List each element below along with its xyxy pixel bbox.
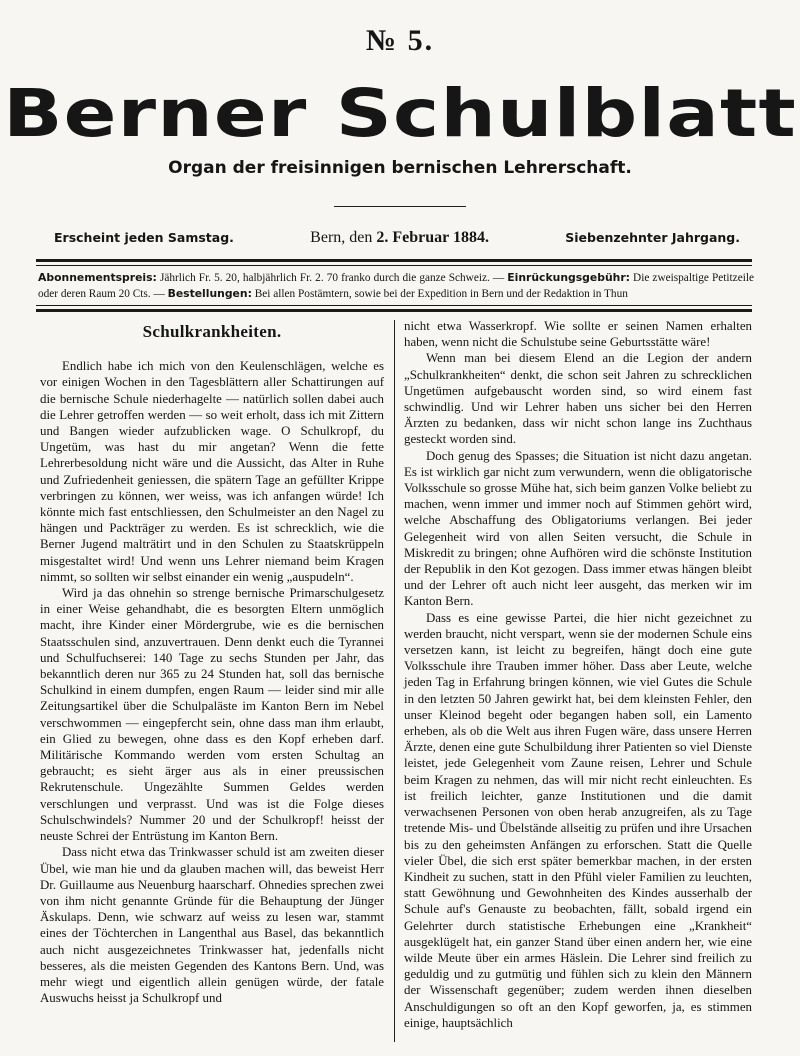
subscription-info <box>38 270 754 302</box>
article-paragraph: Dass nicht etwa das Trinkwasser schuld ist am zweiten dieser Übel, wie man hie und da glauben machen will, das beweist Herr Dr. Guillaume aus Neuenburg haarscharf. Ohnedies sprechen zwei von ihm nicht genannte Gründe für die Behauptung der Jünger Äskulaps. Denn, wie schwarz auf weiss zu lesen war, stammt eines der Töchterchen in Langenthal aus Basel, das bekanntlich auch nicht ausgezeichnetes Trinkwasser hat, jedenfalls nicht besseres, als die meisten Gegenden des Kantons Bern. Und, was mehr wiegt und eigentlich allein genügen würde, der fatale Auswuchs heisst ja Schulkropf und <box>40 845 384 1006</box>
volume-label: Siebenzehnter Jahrgang. <box>565 230 740 245</box>
publication-schedule: Erscheint jeden Samstag. <box>54 230 234 245</box>
issue-number: № 5. <box>365 24 435 57</box>
article-paragraph: Endlich habe ich mich von den Keulenschlägen, welche es vor einigen Wochen in den Tagesblättern aller Schattirungen auf die bernische Schule niederhagelte — natürlich sollen dabei auch die Lehrer getroffen werden — so weit erholt, dass ich mit Zittern und Bangen wieder aufzublicken wage. O Schulkropf, du Ungetüm, was hast du mir angetan? Wenn die fette Lehrerbesoldung nicht wäre und die Aussicht, das Alter in Ruhe und Zufriedenheit geniessen, die spätern Tage an gefüllter Krippe verbringen zu können, wer weiss, was ich anfangen würde! Ich könnte mich fast entschliessen, den Schulmeister an den Nagel zu hängen und Packträger zu werden. Es ist schrecklich, wie die Berner Jugend malträtirt und in den Schulen zu Staatskrüppeln misgestaltet wird! Und wenn uns Lehrer niemand beim Kragen nimmt, so sollten wir selbst einander ein wenig „auspudeln“. <box>40 359 384 584</box>
article-right-column <box>404 318 752 1031</box>
orders-text: Bei allen Postämtern, sowie bei der Expedition in Bern und der Redaktion in Thun <box>254 288 628 300</box>
article-paragraph: Wird ja das ohnehin so strenge bernische Primarschulgesetz in einer Weise gehandhabt, die es besorgten Eltern unmöglich macht, ihre Kinder einer Mördergrube, wie es die bernischen Staatsschulen sind, anzuvertrauen. Denn denkt euch die Tyrannei und Schulfuchserei: 140 Tage zu sechs Stunden per Jahr, das bekanntlich deren nur 365 zu 24 Stunden hat, soll das bernische Schulkind in einem dumpfen, engen Raum — leider sind mir alle Zeitungsartikel über die Schulpaläste im Kanton Bern im Nebel verschwommen — eingepfercht sein, ohne dass man ihm erlaubt, ein Glied zu bewegen, ohne dass es den Kopf erheben darf. Militärische Kommando werden vom ersten Schultag an gebraucht; es sieht ärger aus als in einer preussischen Rekrutenschule. Ungezählte Summen Geldes werden verschlungen und verprasst. Und was ist die Folge dieses Schulschwindels? Nummer 20 und der Schulkropf! heisst der neuste Schrei der Entrüstung im Kanton Bern. <box>40 586 384 844</box>
subscription-price-text: Jährlich Fr. 5. 20, halbjährlich Fr. 2. 70 franko durch die ganze Schweiz. — <box>159 272 505 284</box>
article-paragraph: Dass es eine gewisse Partei, die hier nicht gezeichnet zu werden braucht, nicht verspart, wenn sie der modernen Schule eins versetzen kann, ist leicht zu begreifen, hängt doch eine gute Volksschule ihre Trauben immer höher. Dass aber Leute, welche jeden Tag in Erfahrung bringen können, wie viel Gutes die Schule in den letzten 50 Jahren gewirkt hat, bei dem kleinsten Fehler, den unser Kleinod begeht oder begangen haben soll, ein Lamento erheben, als ob die Welt aus ihren Fugen wäre, dass unsere Herren Ärzte, denen eine gute Schulbildung ihrer Patienten so viel Dienste leistet, jede Gelegenheit vom Zaune reisen, Lehrer und Schule beim Kragen zu nehmen, das will mir nicht recht einleuchten. Es ist freilich leichter, ganze Institutionen und die damit verwachsenen Personen von oben herab anzugreifen, als zu Tage tretende Mis- und Übelstände allseitig zu prüfen und ihre Ursachen bis zu den geheimsten Anfängen zu erforschen. Statt die Quelle vieler Übel, die sich erst später bemerkbar machen, in der ersten Kindheit zu suchen, statt in den Pfühl vieler Familien zu leuchten, statt Gewöhnung und Gewohnheiten des Kindes ausserhalb der Schule auf's Genauste zu beobachten, fällt, sobald irgend ein Gelehrter durch statistische Erhebungen eine „Krankheit“ ausgeklügelt hat, ein ganzer Stand über einen andern her, wie eine wilde Meute über ein armes Häslein. Die Lehrer sind freilich zu geduldig und zu gutmütig und fühlen sich zu klein den Männern der Wissenschaft gegenüber; zudem werden ihnen dieselben Anschuldigungen so oft an den Kopf geworfen, ja, es stimmen einige, hauptsächlich <box>404 610 752 1030</box>
dateline-date: 2. Februar 1884. <box>376 229 489 246</box>
article-paragraph: Doch genug des Spasses; die Situation ist nicht dazu angetan. Es ist wirklich gar nicht zum verwundern, wenn die obligatorische Volksschule so grosse Mühe hat, sich beim ganzen Volke beliebt zu machen, wenn immer und immer noch auf Stimmen gehört wird, welche Abschaffung des Obligatoriums verlangen. Bei jeder Gelegenheit wird von allen Seiten versucht, die Schule in Miskredit zu bringen; ohne Aufhören wird die schönste Institution der Republik in den Kot gezogen. Dass immer etwas hängen bleibt und der Lehrer oft auch nicht leer ausgeht, das merken wir im Kanton Bern. <box>404 448 752 609</box>
column-divider <box>394 320 395 1042</box>
rule-top-thin <box>36 265 752 266</box>
insertion-fee-label: Einrückungsgebühr: <box>507 271 630 284</box>
article-title: Schulkrankheiten. <box>142 322 282 341</box>
meta-row <box>54 229 740 247</box>
short-divider <box>334 206 466 207</box>
article-paragraph: Wenn man bei diesem Elend an die Legion der andern „Schulkrankheiten“ denkt, die schon seit Jahren zu schrecklichen Ungetümen aufgebauscht worden sind, so wird einem fast schwindlig. Und wir Lehrer haben uns sicher bei den Herren Ärzten zu bedanken, dass wir nicht schon lange ins Zuchthaus gesteckt worden sind. <box>404 351 752 447</box>
article-left-column <box>40 318 384 1006</box>
rule-bottom-thin <box>36 305 752 306</box>
rule-top-thick <box>36 259 752 262</box>
dateline <box>310 229 489 247</box>
insertion-fee-text: Die zweispaltige Petitzeile oder deren Raum 20 Cts. — <box>38 272 754 300</box>
orders-label: Bestellungen: <box>167 287 252 300</box>
subscription-price-label: Abonnementspreis: <box>38 271 157 284</box>
rule-bottom-thick <box>36 309 752 312</box>
dateline-prefix: Bern, den <box>310 229 373 246</box>
article-paragraph: nicht etwa Wasserkropf. Wie sollte er seinen Namen erhalten haben, wenn nicht die Schulstube seine Geburtsstätte wäre! <box>404 319 752 350</box>
subtitle: Organ der freisinnigen bernischen Lehrerschaft. <box>168 158 632 178</box>
masthead-title: Berner Schulblatt <box>3 75 797 152</box>
